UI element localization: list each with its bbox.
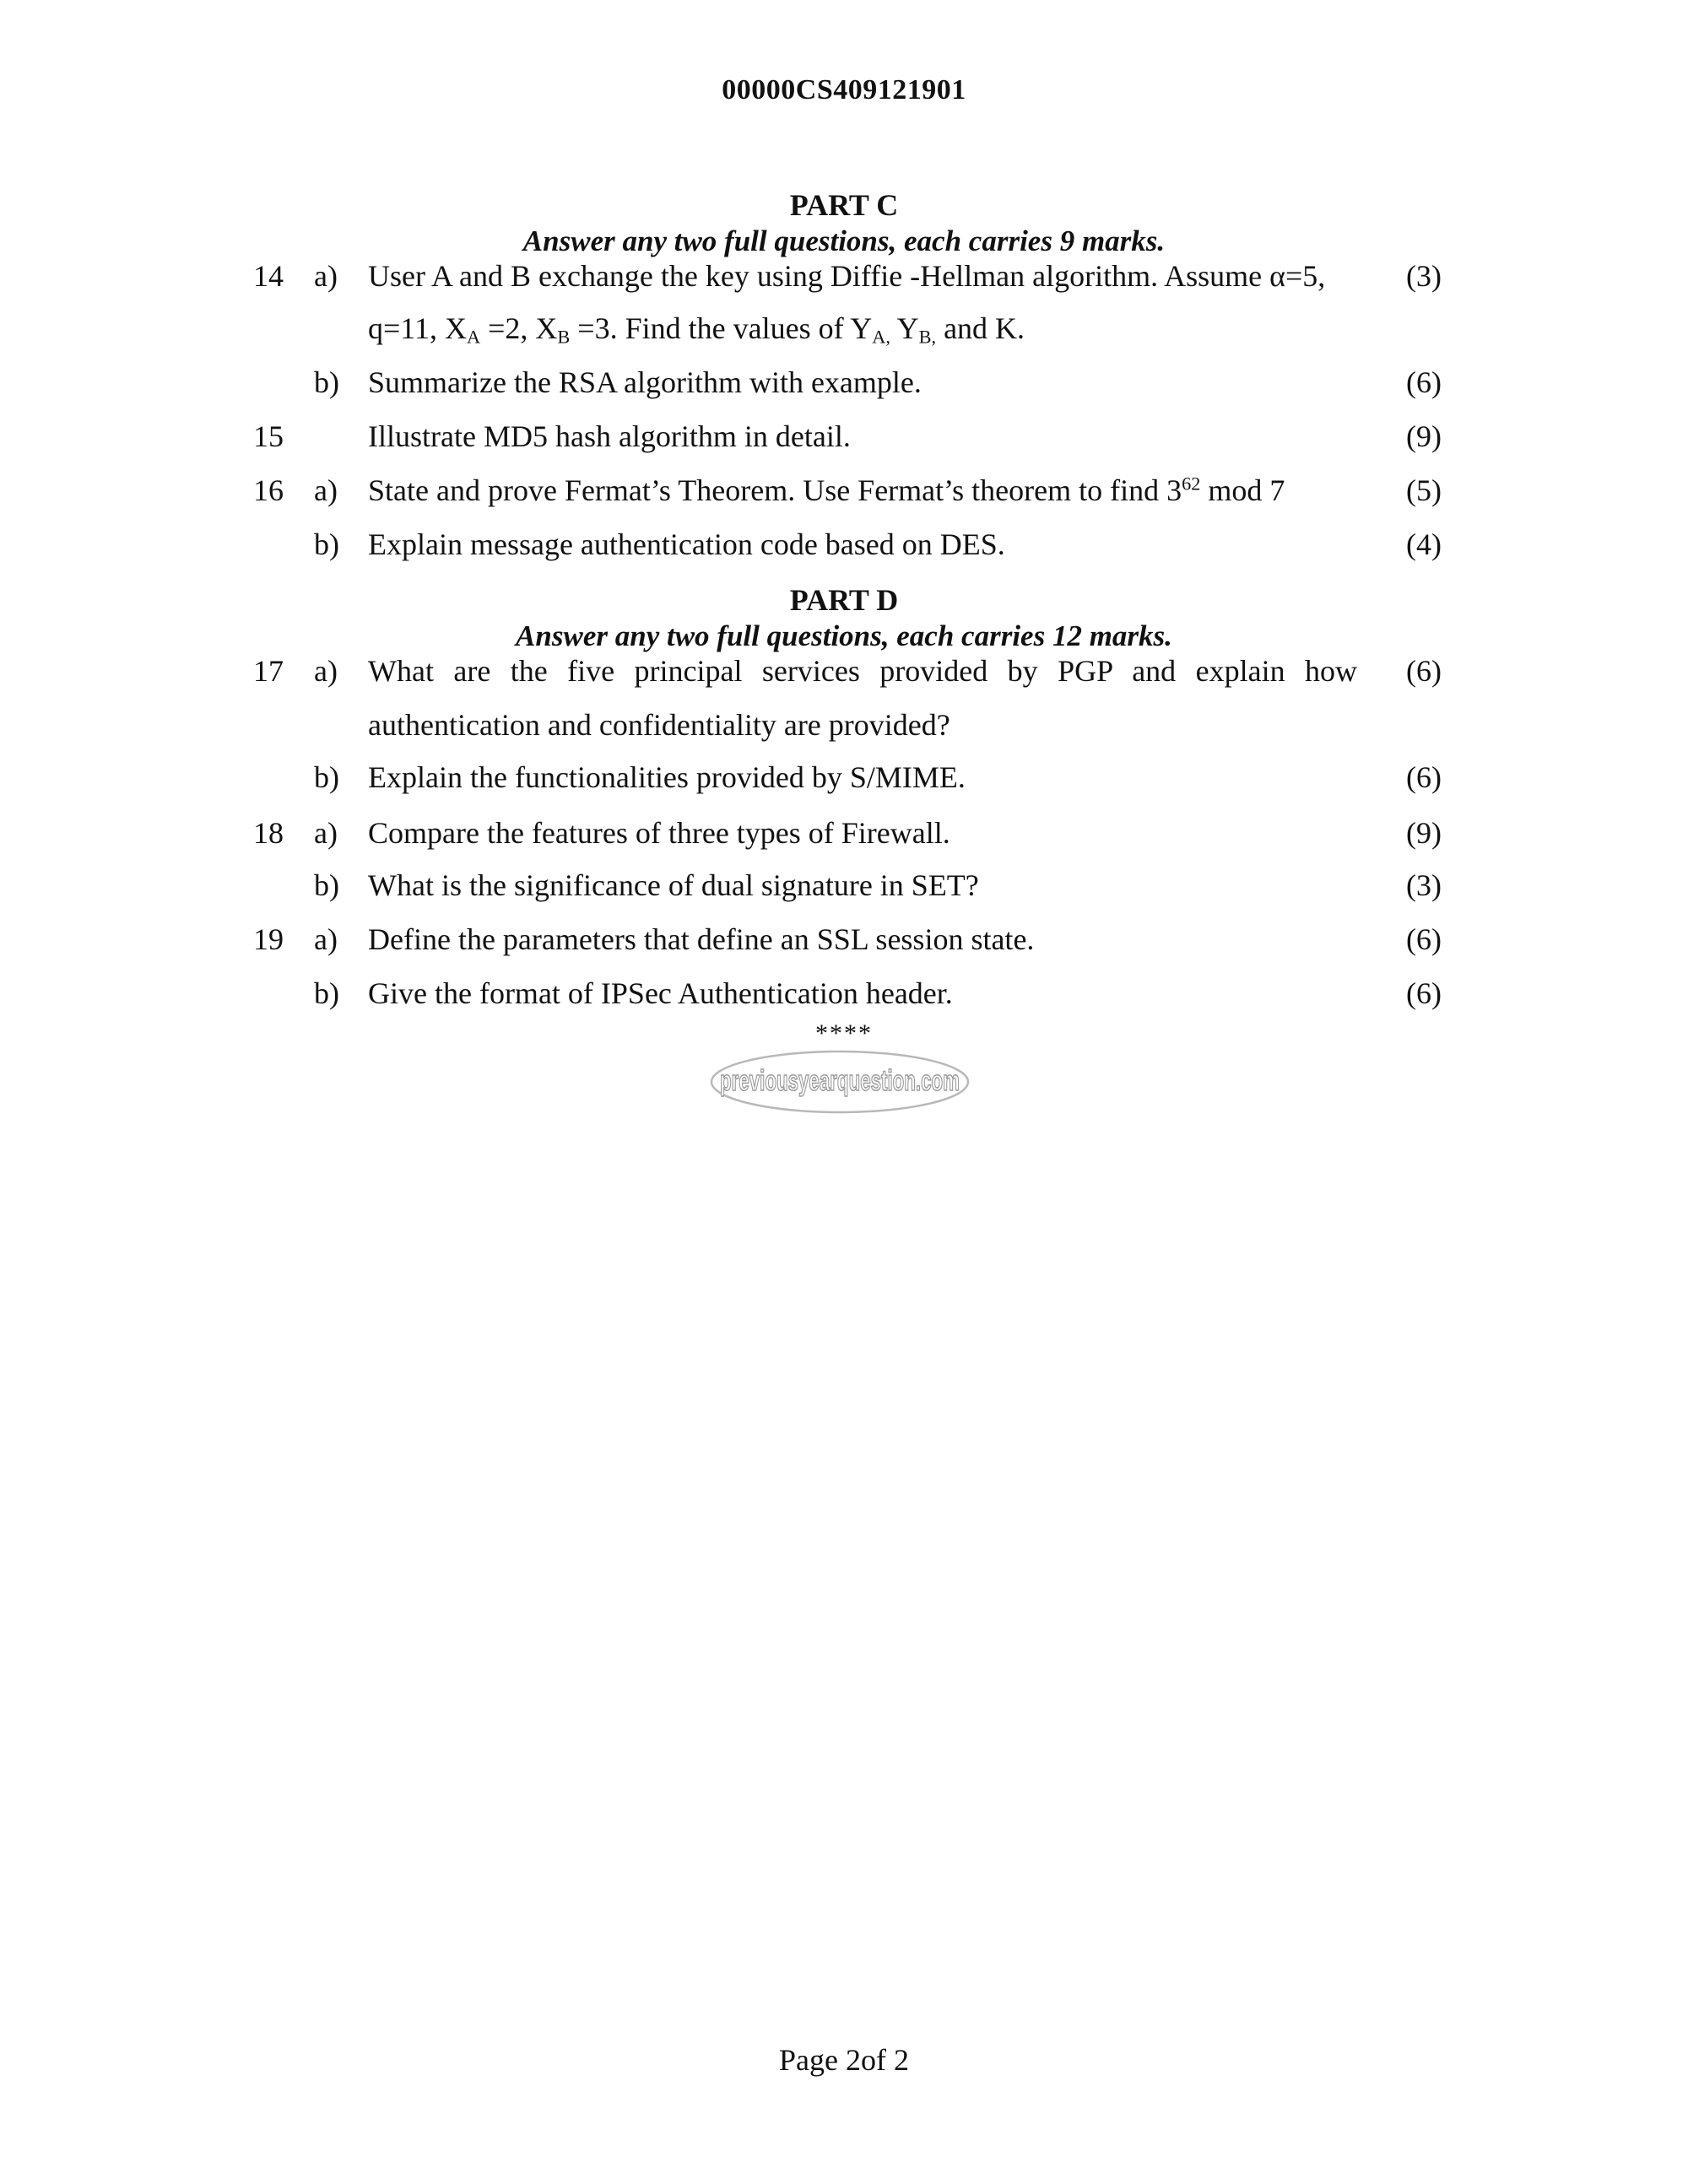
paper-code: 00000CS409121901 (722, 74, 966, 105)
question-text: User A and B exchange the key using Diffie -Hellman algorithm. Assume α=5, (368, 259, 1326, 293)
sub-label: a) (314, 473, 338, 507)
part-c-instruction: Answer any two full questions, each carries 9 marks. (522, 224, 1166, 257)
question-text: What is the significance of dual signature in SET? (368, 868, 979, 902)
question-number: 19 (253, 922, 284, 956)
question-16b (0, 527, 1688, 569)
question-15 (0, 419, 1688, 461)
question-text: Explain the functionalities provided by S/MIME. (368, 760, 966, 794)
question-text: Illustrate MD5 hash algorithm in detail. (368, 419, 851, 453)
sub-label: b) (314, 527, 339, 561)
marks: (5) (1406, 473, 1442, 507)
question-text: Define the parameters that define an SSL session state. (368, 922, 1035, 956)
page-number: Page 2of 2 (779, 2043, 909, 2077)
question-17a-continued (0, 707, 1688, 749)
question-number: 14 (253, 259, 284, 293)
sub-label: a) (314, 654, 338, 688)
marks: (3) (1406, 259, 1442, 293)
question-18b (0, 868, 1688, 910)
marks: (6) (1406, 922, 1442, 956)
question-14b (0, 365, 1688, 407)
marks: (9) (1406, 419, 1442, 453)
question-19b (0, 976, 1688, 1018)
marks: (6) (1406, 654, 1442, 688)
question-14a (0, 258, 1688, 300)
question-number: 17 (253, 654, 284, 688)
question-18a (0, 815, 1688, 857)
part-d-instruction: Answer any two full questions, each carries 12 marks. (516, 619, 1172, 652)
question-number: 16 (253, 473, 284, 507)
marks: (6) (1406, 976, 1442, 1010)
marks: (9) (1406, 816, 1442, 850)
sub-label: a) (314, 922, 338, 956)
watermark-logo (709, 1046, 971, 1114)
marks: (6) (1406, 760, 1442, 794)
question-14a-continued (0, 311, 1688, 353)
question-17b (0, 760, 1688, 802)
question-text: What are the five principal services provided by PGP and explain how (368, 654, 1357, 688)
question-number: 18 (253, 816, 284, 850)
end-marker: **** (815, 1019, 873, 1047)
marks: (6) (1406, 365, 1442, 399)
marks: (4) (1406, 527, 1442, 561)
part-c-title: PART C (789, 188, 899, 222)
question-text: Explain message authentication code based on DES. (368, 527, 1005, 561)
question-text: authentication and confidentiality are provided? (368, 708, 950, 742)
svg-text:previousyearquestion.com: previousyearquestion.com (720, 1065, 960, 1097)
question-19a (0, 922, 1688, 964)
sub-label: a) (314, 259, 338, 293)
question-17a (0, 653, 1688, 695)
sub-label: b) (314, 365, 339, 399)
sub-label: a) (314, 816, 338, 850)
marks: (3) (1406, 868, 1442, 902)
sub-label: b) (314, 976, 339, 1010)
sub-label: b) (314, 868, 339, 902)
question-text: Give the format of IPSec Authentication header. (368, 976, 953, 1010)
question-text: q=11, $X_A =2$, $X_B =3$. Find the values of $Y_{A,}$ $Y_{B,}$ and K. (368, 311, 1025, 348)
sub-label: b) (314, 760, 339, 794)
part-d-title: PART D (789, 583, 899, 617)
question-text: State and prove Fermat’s Theorem. Use Fermat’s theorem to find $3^{62}$ mod 7 (368, 473, 1285, 507)
question-number: 15 (253, 419, 284, 453)
question-text: Compare the features of three types of Firewall. (368, 816, 950, 850)
question-16a (0, 473, 1688, 515)
question-text: Summarize the RSA algorithm with example. (368, 365, 922, 399)
